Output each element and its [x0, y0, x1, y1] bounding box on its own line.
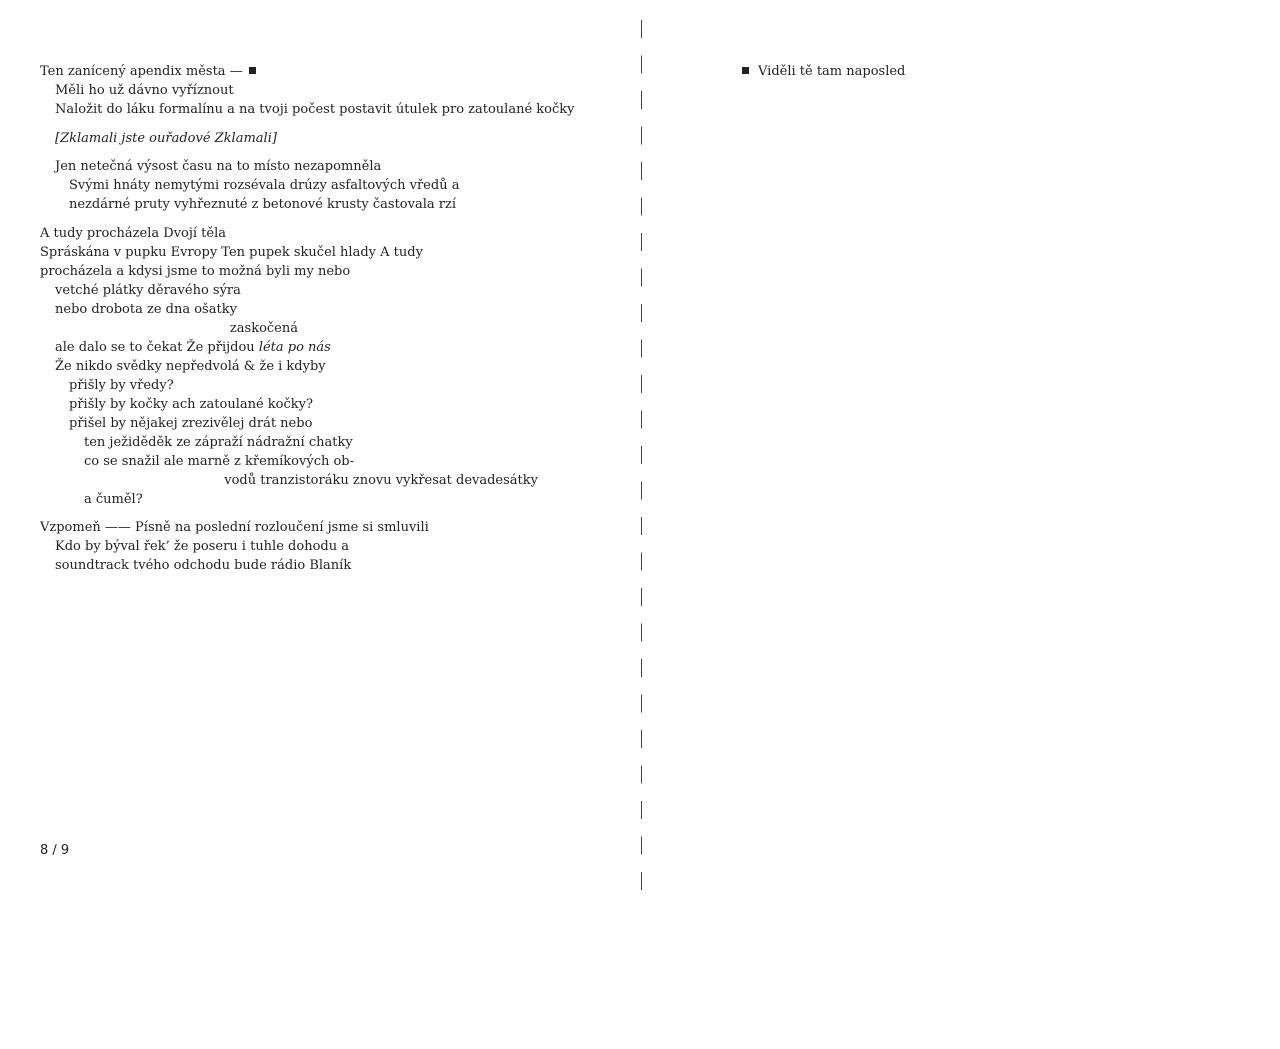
poem-line-italic: léta po nás: [258, 339, 331, 355]
poem-line: co se snažil ale marně z křemíkových ob-: [84, 453, 355, 469]
poem-line: vetché plátky děravého sýra: [55, 282, 241, 298]
poem-line: [742, 62, 905, 81]
poem-line: Měli ho už dávno vyříznout: [55, 83, 234, 98]
stanza-gap: [40, 214, 575, 224]
poem-line: [40, 129, 575, 148]
left-page: [40, 0, 620, 900]
poem-line: Naložit do láku formalínu a na tvoji počest postavit útulek pro zatoulané kočky: [55, 102, 575, 117]
poem-line-italic: [Zklamali jste ouřadové Zklamali]: [55, 130, 277, 146]
square-bullet-icon: [249, 67, 256, 74]
poem-line: [40, 62, 575, 81]
stanza-gap: [40, 119, 575, 129]
page-divider: [641, 20, 642, 892]
poem-text: [40, 62, 575, 575]
poem-line: Jen netečná výsost času na to místo nezapomněla: [55, 159, 382, 174]
poem-line: Kdo by býval řek’ že poseru i tuhle dohodu a: [55, 539, 349, 554]
poem-line: přišly by vředy?: [69, 377, 174, 393]
poem-line: A tudy procházela Dvojí těla: [40, 225, 227, 241]
poem-line: Spráskána v pupku Evropy Ten pupek skučel hlady A tudy: [40, 244, 423, 260]
poem-line-text: Ten zanícený apendix města —: [40, 64, 243, 79]
poem-line: vodů tranzistoráku znovu vykřesat devadesátky: [224, 472, 538, 488]
poem-line: přišly by kočky ach zatoulané kočky?: [69, 396, 313, 412]
poem-line: Vzpomeň —— Písně na poslední rozloučení jsme si smluvili: [40, 520, 429, 535]
poem-line: zaskočená: [229, 320, 298, 336]
stanza-gap: [40, 148, 575, 158]
poem-line: [40, 338, 575, 357]
stanza-gap: [40, 509, 575, 519]
poem-line: a čuměl?: [84, 491, 143, 507]
poem-line: přišel by nějakej zrezivělej drát nebo: [69, 415, 313, 431]
right-page: [742, 62, 905, 81]
poem-line: soundtrack tvého odchodu bude rádio Blaník: [55, 558, 352, 573]
poem-line-text: ale dalo se to čekat Že přijdou: [55, 339, 259, 355]
poem-line: Svými hnáty nemytými rozsévala drúzy asfaltových vředů a: [69, 178, 460, 193]
poem-line: nezdárné pruty vyhřeznuté z betonové krusty častovala rzí: [69, 197, 456, 212]
square-bullet-icon: [742, 67, 749, 74]
poem-line: ten ježiděděk ze zápraží nádražní chatky: [84, 434, 353, 450]
page-number: 8 / 9: [40, 843, 70, 858]
poem-line: Že nikdo svědky nepředvolá & že i kdyby: [55, 358, 326, 374]
poem-line: nebo drobota ze dna ošatky: [55, 301, 237, 317]
poem-line-text: Viděli tě tam naposled: [758, 64, 906, 79]
poem-line: procházela a kdysi jsme to možná byli my nebo: [40, 263, 351, 279]
